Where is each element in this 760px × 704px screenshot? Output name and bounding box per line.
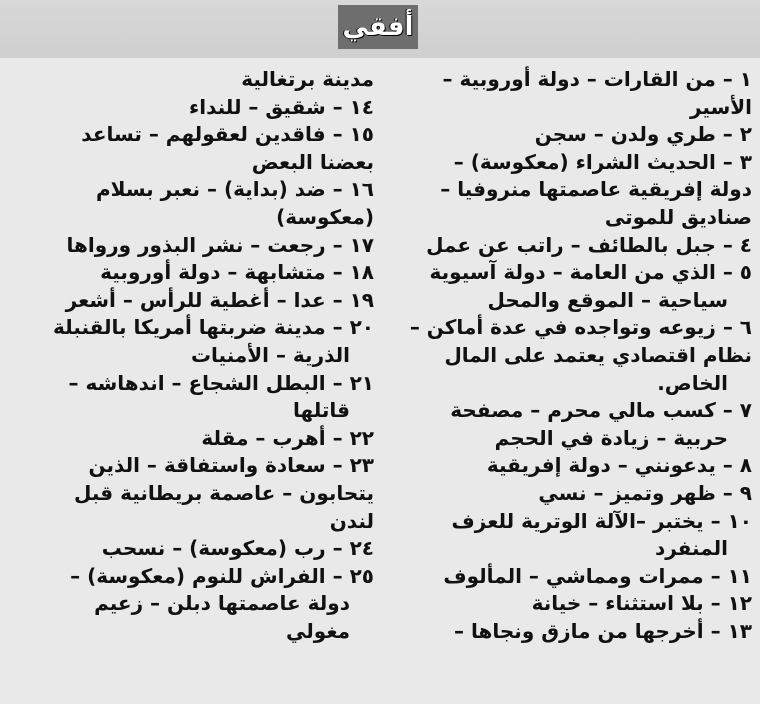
clue-line: ١ – من القارات – دولة أوروبية – — [442, 67, 752, 91]
section-title-box — [338, 5, 418, 49]
clue-line: بعضنا البعض — [251, 149, 374, 174]
clue-line: ١٢ – بلا استثناء – خيانة — [531, 591, 752, 616]
clue-line: ٦ – زيوعه وتواجده في عدة أماكن – — [409, 315, 752, 340]
clue-line: ٨ – يدعونني – دولة إفريقية — [486, 453, 752, 478]
clues-left-column — [12, 66, 374, 645]
clue-line: قاتلها — [293, 398, 350, 423]
clue-line: ١٠ – يختبر –الآلة الوترية للعزف — [451, 508, 752, 533]
clue-line: ١٣ – أخرجها من مازق ونجاها – — [454, 618, 752, 643]
clue-line: (معكوسة) — [276, 204, 374, 229]
clue-line: الذرية – الأمنيات — [190, 342, 350, 367]
clue-line: الأسير — [689, 94, 752, 119]
clue-line: ١٦ – ضد (بداية) – نعبر بسلام — [95, 177, 374, 202]
clue-line: مغولي — [286, 618, 350, 643]
clue-line: ١٤ – شقيق – للنداء — [189, 94, 374, 119]
clue-line: الخاص. — [657, 370, 728, 395]
clue-line: صناديق للموتى — [604, 204, 752, 229]
clue-line: حربية – زيادة في الحجم — [494, 425, 728, 450]
clue-line: ٢٢ – أهرب – مقلة — [201, 425, 374, 450]
clue-line: ٢٠ – مدينة ضربتها أمريكا بالقنبلة — [52, 315, 374, 340]
clue-line: نظام اقتصادي يعتمد على المال — [444, 342, 752, 367]
clue-line: ٢ – طري ولدن – سجن — [534, 122, 752, 147]
clues-right-column — [392, 66, 752, 645]
clue-line: ٩ – ظهر وتميز – نسي — [538, 480, 752, 505]
clue-line: ١١ – ممرات ومماشي – المألوف — [443, 563, 752, 588]
section-title: أفقي — [342, 12, 414, 42]
clue-line: ١٩ – عدا – أغطية للرأس – أشعر — [65, 287, 374, 312]
clue-line: ٣ – الحديث الشراء (معكوسة) – — [453, 149, 752, 174]
clue-line: ١٨ – متشابهة – دولة أوروبية — [100, 260, 374, 285]
clue-line: دولة عاصمتها دبلن – زعيم — [94, 591, 350, 616]
clue-line: ٢٣ – سعادة واستفاقة – الذين — [88, 453, 374, 478]
clue-line: سياحية – الموقع والمحل — [487, 287, 728, 312]
clue-line: ٢٥ – الفراش للنوم (معكوسة) – — [70, 563, 374, 588]
clue-line: مدينة برتغالية — [241, 67, 374, 91]
clue-line: ٧ – كسب مالي محرم – مصفحة — [450, 398, 752, 423]
clue-line: ٢١ – البطل الشجاع – اندهاشه – — [68, 370, 374, 395]
clue-line: المنفرد — [654, 536, 728, 561]
clue-line: دولة إفريقية عاصمتها منروفيا – — [440, 177, 752, 202]
clue-line: ٥ – الذي من العامة – دولة آسيوية — [429, 260, 752, 285]
clue-line: يتحابون – عاصمة بريطانية قبل — [74, 480, 374, 505]
clue-line: ١٥ – فاقدين لعقولهم – تساعد — [81, 122, 374, 147]
clue-line: ٢٤ – رب (معكوسة) – نسحب — [101, 536, 374, 561]
clue-line: ٤ – جبل بالطائف – راتب عن عمل — [426, 232, 752, 257]
clue-line: لندن — [329, 508, 374, 533]
clue-line: ١٧ – رجعت – نشر البذور ورواها — [66, 232, 374, 257]
